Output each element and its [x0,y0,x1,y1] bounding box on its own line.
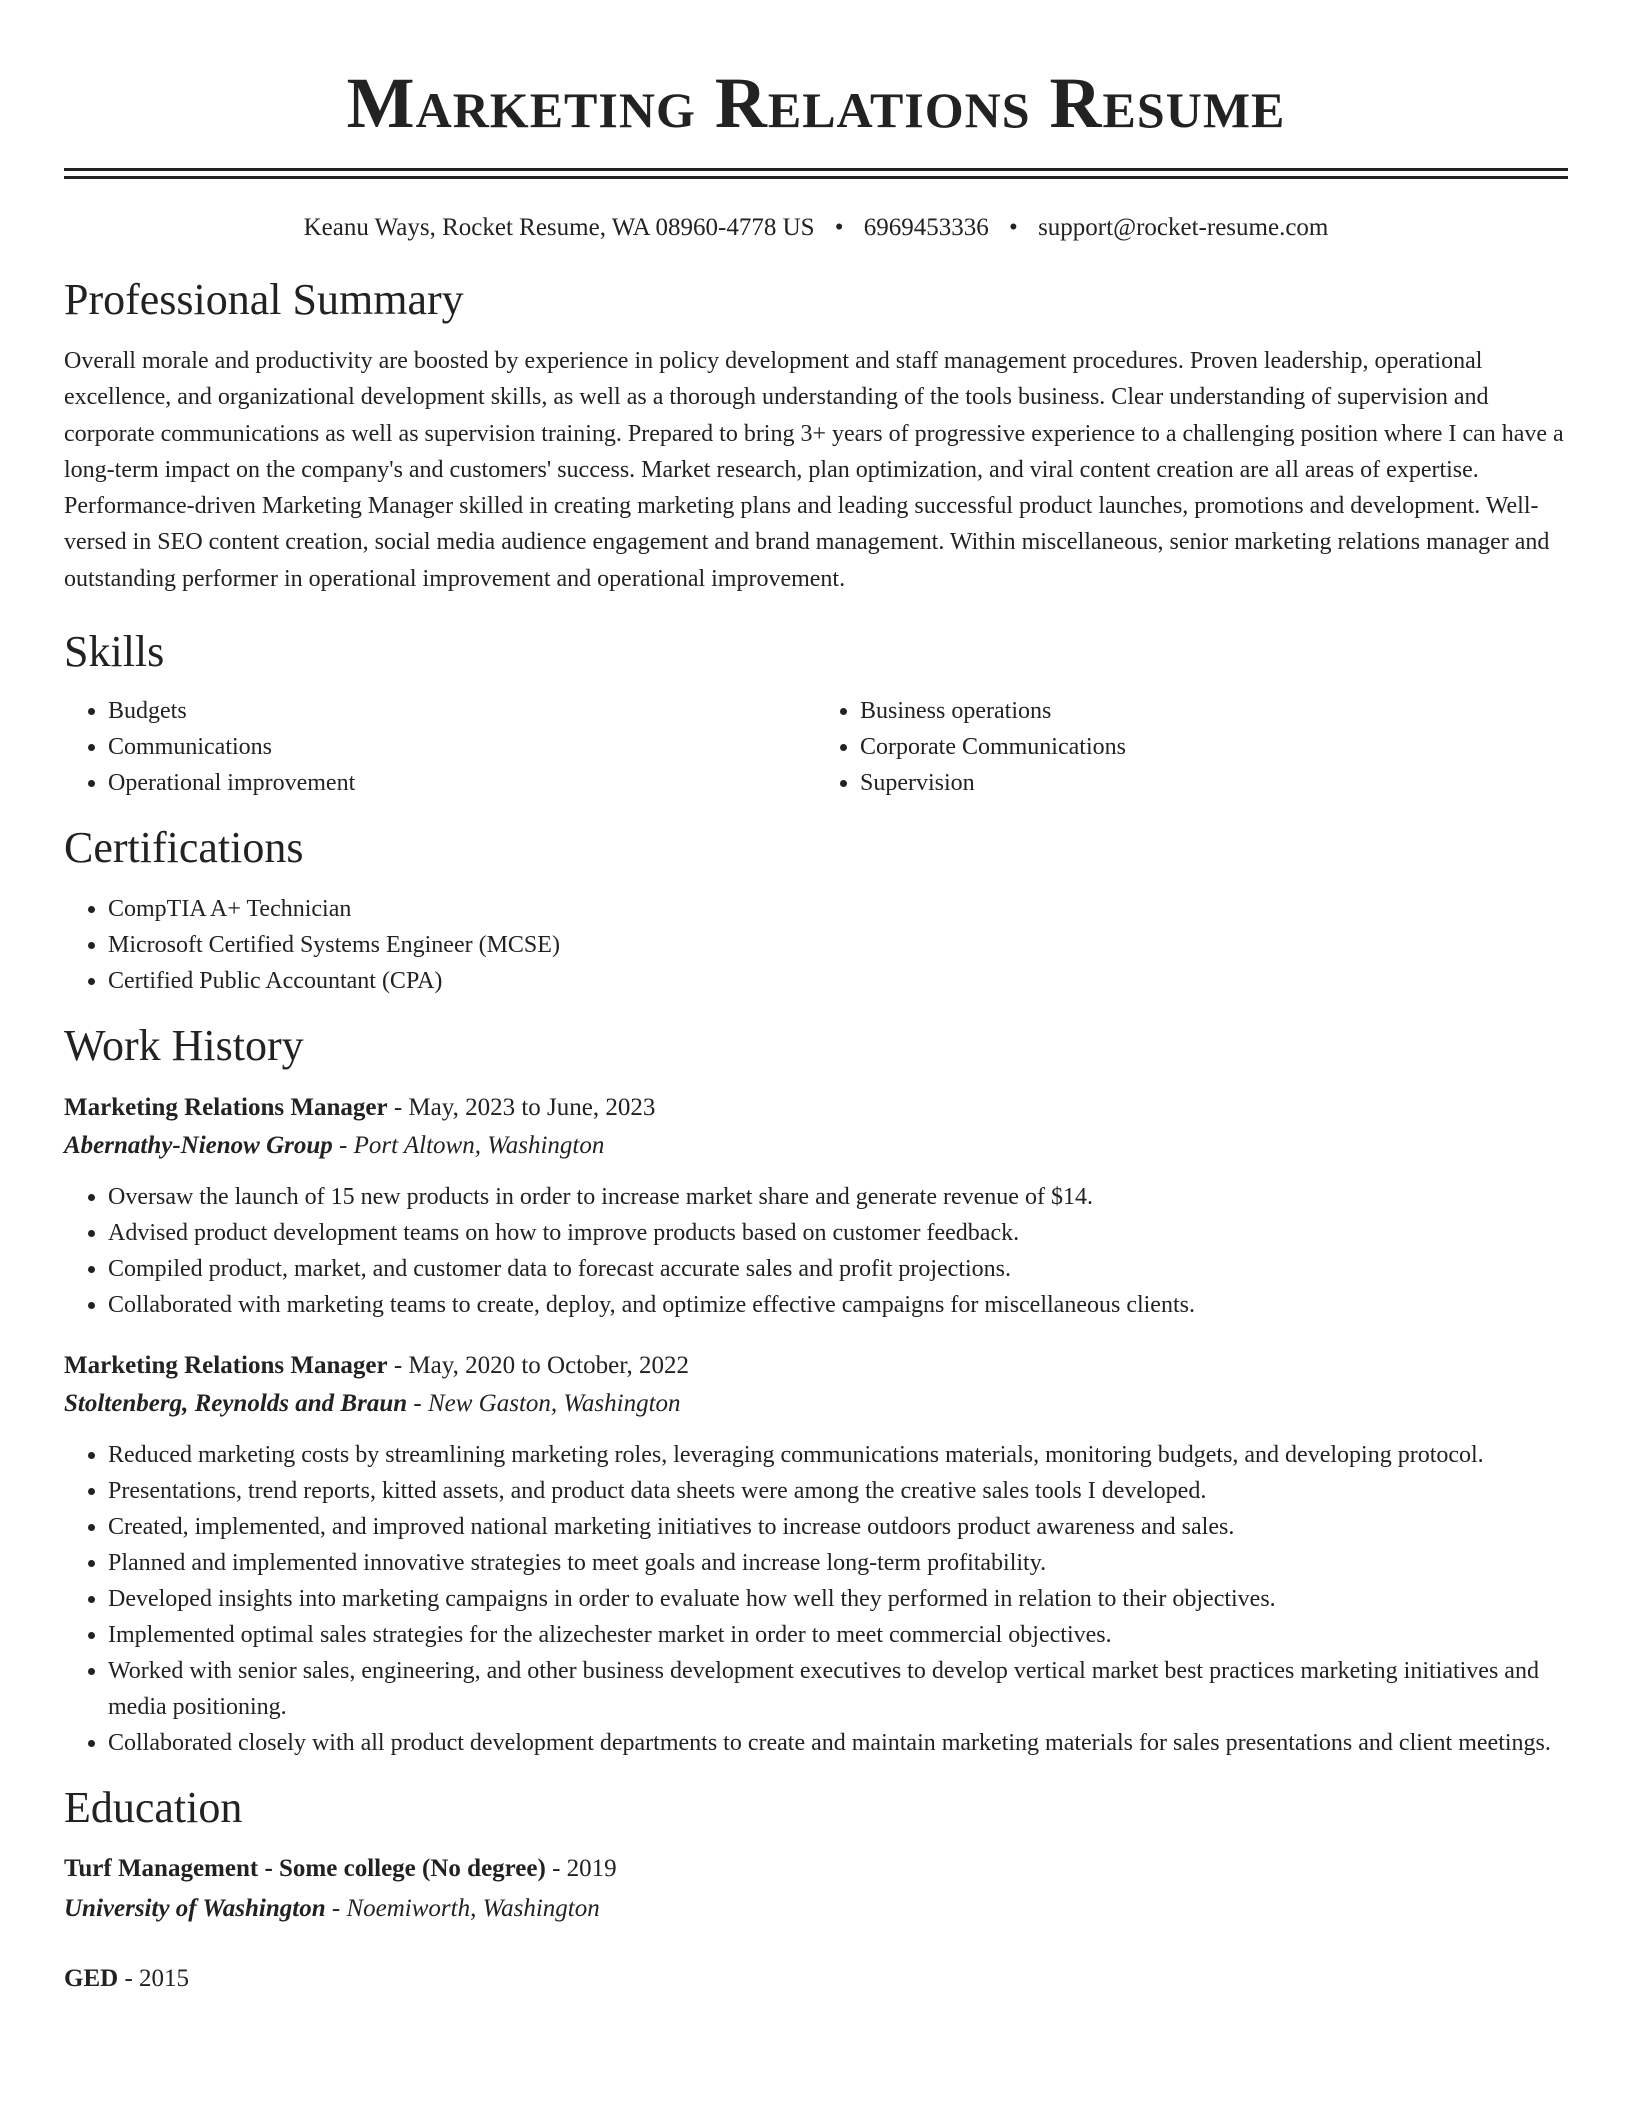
job-location: - Port Altown, Washington [332,1132,605,1160]
skills-list-left [64,693,816,801]
job-bullet: • Developed insights into marketing campaigns in order to evaluate how well they performed in relation to their objectives. [108,1581,1568,1617]
summary-text: Overall morale and productivity are boosted by experience in policy development and staff management procedures. Proven leadership, operational excellence, and organizational development skills, as well as a thorough understanding of the tools business. Clear understanding of supervision and corporate communications as well as supervision training. Prepared to bring 3+ years of progressive experience to a challenging position where I can have a long-term impact on the company's and customers' success. Market research, plan optimization, and viral content creation are all areas of expertise. Performance-driven Marketing Manager skilled in creating marketing plans and leading successful product launches, promotions and development. Well-versed in SEO content creation, social media audience engagement and brand management. Within miscellaneous, senior marketing relations manager and outstanding performer in operational improvement and operational improvement. [64,348,1564,592]
contact-line [64,211,1568,245]
skill-item: • Operational improvement [108,765,816,801]
certifications-list [64,891,1568,999]
job-bullets [64,1437,1568,1761]
education-degree: Turf Management - Some college (No degree) [64,1855,546,1883]
skill-item: • Business operations [860,693,1568,729]
job-bullet: • Collaborated closely with all product development departments to create and maintain marketing materials for sales presentations and client meetings. [108,1725,1568,1761]
job-title: Marketing Relations Manager [64,1352,388,1380]
job-company: Abernathy-Nienow Group [64,1132,333,1160]
job-bullet: • Compiled product, market, and customer data to forecast accurate sales and profit projections. [108,1251,1568,1287]
job-bullet: • Oversaw the launch of 15 new products in order to increase market share and generate revenue of $14. [108,1179,1568,1215]
education-location: - Noemiworth, Washington [325,1895,600,1923]
certification-item: • Certified Public Accountant (CPA) [108,963,1568,999]
contact-address: Keanu Ways, Rocket Resume, WA 08960-4778 US [303,214,815,241]
skill-item: • Supervision [860,765,1568,801]
job-bullet: • Worked with senior sales, engineering, and other business development executives to develop vertical market best practices marketing initiatives and media positioning. [108,1653,1568,1725]
education-degree-line [64,1849,1568,1889]
education-institution-line [64,1889,1568,1929]
certification-item: • Microsoft Certified Systems Engineer (MCSE) [108,927,1568,963]
job-location: - New Gaston, Washington [407,1390,681,1418]
job-bullet: • Implemented optimal sales strategies for the alizechester market in order to meet commercial objectives. [108,1617,1568,1653]
title-divider-bottom [64,176,1568,179]
contact-separator: • [1009,214,1018,241]
job-entry [64,1347,1568,1761]
contact-phone: 6969453336 [863,214,989,241]
education-degree: GED [64,1965,119,1993]
skills-columns [64,693,1568,801]
job-title: Marketing Relations Manager [64,1094,388,1122]
education-year: - 2019 [545,1855,617,1883]
job-dates: - May, 2023 to June, 2023 [387,1094,656,1122]
job-bullet: • Advised product development teams on how to improve products based on customer feedback. [108,1215,1568,1251]
skills-heading: Skills [64,627,165,677]
skills-list-right [816,693,1568,801]
education-entry [64,1849,1568,1929]
job-bullet: • Planned and implemented innovative strategies to meet goals and increase long-term profitability. [108,1545,1568,1581]
skill-item: • Communications [108,729,816,765]
education-year: - 2015 [118,1965,190,1993]
skill-item: • Corporate Communications [860,729,1568,765]
education-entry [64,1959,1568,1999]
job-bullets [64,1179,1568,1323]
contact-separator: • [834,214,844,241]
education-degree-line [64,1959,1568,1999]
job-bullet: • Collaborated with marketing teams to create, deploy, and optimize effective campaigns for miscellaneous clients. [108,1287,1568,1323]
job-company: Stoltenberg, Reynolds and Braun [64,1390,408,1418]
resume-title: Marketing Relations Resume [346,63,1286,143]
job-bullet: • Presentations, trend reports, kitted assets, and product data sheets were among the creative sales tools I developed. [108,1473,1568,1509]
job-company-line [64,1385,1568,1423]
job-entry [64,1089,1568,1323]
job-bullet: • Reduced marketing costs by streamlining marketing roles, leveraging communications materials, monitoring budgets, and developing protocol. [108,1437,1568,1473]
skill-item: • Budgets [108,693,816,729]
job-bullet: • Created, implemented, and improved national marketing initiatives to increase outdoors product awareness and sales. [108,1509,1568,1545]
certification-item: • CompTIA A+ Technician [108,891,1568,927]
job-title-line [64,1089,1568,1127]
work-history-heading: Work History [64,1021,304,1071]
summary-heading: Professional Summary [64,275,464,324]
education-heading: Education [64,1783,243,1833]
title-divider-top [64,168,1568,171]
job-title-line [64,1347,1568,1385]
contact-email: support@rocket-resume.com [1038,214,1329,241]
job-company-line [64,1127,1568,1165]
education-institution: University of Washington [64,1895,326,1923]
certifications-heading: Certifications [64,823,304,873]
job-dates: - May, 2020 to October, 2022 [387,1352,690,1380]
